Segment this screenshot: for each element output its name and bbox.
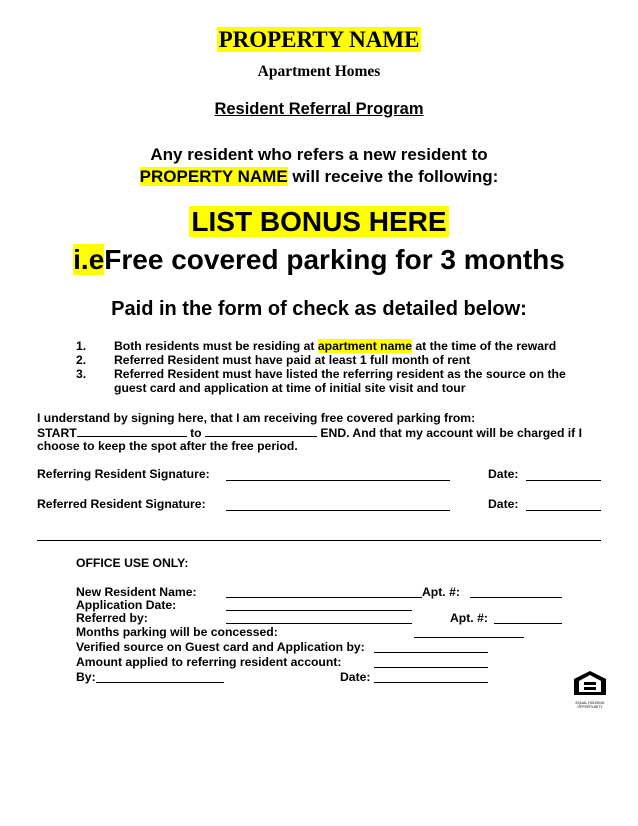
start-date-field[interactable]: [77, 425, 187, 437]
equal-housing-logo: [573, 670, 607, 709]
property-name-header: [0, 27, 638, 53]
intro-line-1: Any resident who refers a new resident to: [150, 145, 488, 164]
referred-signature-field[interactable]: [226, 510, 450, 511]
referred-signature-label: Referred Resident Signature:: [37, 497, 206, 511]
months-parking-field[interactable]: [414, 637, 524, 638]
new-resident-apt-label: Apt. #:: [422, 585, 460, 599]
amount-applied-field[interactable]: [374, 667, 488, 668]
agreement-line-1: I understand by signing here, that I am receiving free covered parking from:: [37, 411, 476, 425]
by-label: By:: [76, 670, 96, 684]
months-parking-label: Months parking will be concessed:: [76, 625, 278, 639]
new-resident-apt-field[interactable]: [470, 597, 562, 598]
office-date-label: Date:: [340, 670, 371, 684]
property-name-title: PROPERTY NAME: [218, 27, 420, 52]
referred-by-apt-label: Apt. #:: [450, 611, 488, 625]
condition-1-apartment-name: apartment name: [317, 339, 412, 353]
agreement-end-text: END. And that my account will be charged if I: [317, 426, 583, 440]
payment-heading: Paid in the form of check as detailed below:: [111, 298, 527, 320]
application-date-label: Application Date:: [76, 598, 177, 612]
agreement-line-3: choose to keep the spot after the free period.: [37, 439, 298, 453]
condition-3-text-line-1: Referred Resident must have listed the referring resident as the source on the: [114, 367, 566, 381]
amount-applied-label: Amount applied to referring resident account:: [76, 655, 342, 669]
new-resident-field[interactable]: [226, 597, 422, 598]
condition-3-text-line-2: guest card and application at time of initial site visit and tour: [114, 381, 466, 395]
end-date-field[interactable]: [205, 425, 317, 437]
condition-1-text: [114, 339, 556, 353]
condition-3-number: 3.: [76, 367, 87, 381]
referred-by-label: Referred by:: [76, 611, 148, 625]
bonus-title: LIST BONUS HERE: [191, 206, 447, 237]
intro-line-2: [0, 167, 638, 187]
bonus-example-text: Free covered parking for 3 months: [104, 244, 565, 275]
verified-source-label: Verified source on Guest card and Application by:: [76, 640, 365, 654]
subtitle: Apartment Homes: [257, 63, 381, 80]
referring-date-field[interactable]: [526, 480, 601, 481]
bonus-example-prefix: i.e: [73, 244, 105, 275]
referred-date-label: Date:: [488, 497, 519, 511]
new-resident-label: New Resident Name:: [76, 585, 197, 599]
intro-line-2-rest: will receive the following:: [287, 167, 499, 186]
program-title: Resident Referral Program: [214, 100, 424, 118]
bonus-example: [0, 244, 638, 276]
section-divider: [37, 540, 601, 541]
office-date-field[interactable]: [374, 682, 488, 683]
bonus-title-wrap: [0, 206, 638, 238]
referring-signature-label: Referring Resident Signature:: [37, 467, 210, 481]
agreement-start: START: [37, 426, 77, 440]
agreement-to: to: [186, 426, 205, 440]
condition-2-number: 2.: [76, 353, 87, 367]
intro-property-name: PROPERTY NAME: [139, 167, 288, 186]
agreement-line-2: [37, 425, 582, 440]
condition-1-before: Both residents must be residing at: [114, 339, 318, 353]
verified-source-field[interactable]: [374, 652, 488, 653]
referring-signature-field[interactable]: [226, 480, 450, 481]
office-use-heading: OFFICE USE ONLY:: [76, 556, 189, 570]
referred-by-apt-field[interactable]: [494, 623, 562, 624]
condition-1-after: at the time of the reward: [412, 339, 557, 353]
referred-by-field[interactable]: [226, 623, 412, 624]
referring-date-label: Date:: [488, 467, 519, 481]
condition-2-text: Referred Resident must have paid at least 1 full month of rent: [114, 353, 471, 367]
application-date-field[interactable]: [226, 610, 412, 611]
referred-date-field[interactable]: [526, 510, 601, 511]
by-field[interactable]: [96, 682, 224, 683]
equal-housing-caption-line-2: OPPORTUNITY: [577, 705, 603, 709]
condition-1-number: 1.: [76, 339, 87, 353]
equal-housing-house-icon: [573, 670, 607, 696]
equal-housing-caption-line-1: EQUAL HOUSING: [575, 701, 605, 705]
